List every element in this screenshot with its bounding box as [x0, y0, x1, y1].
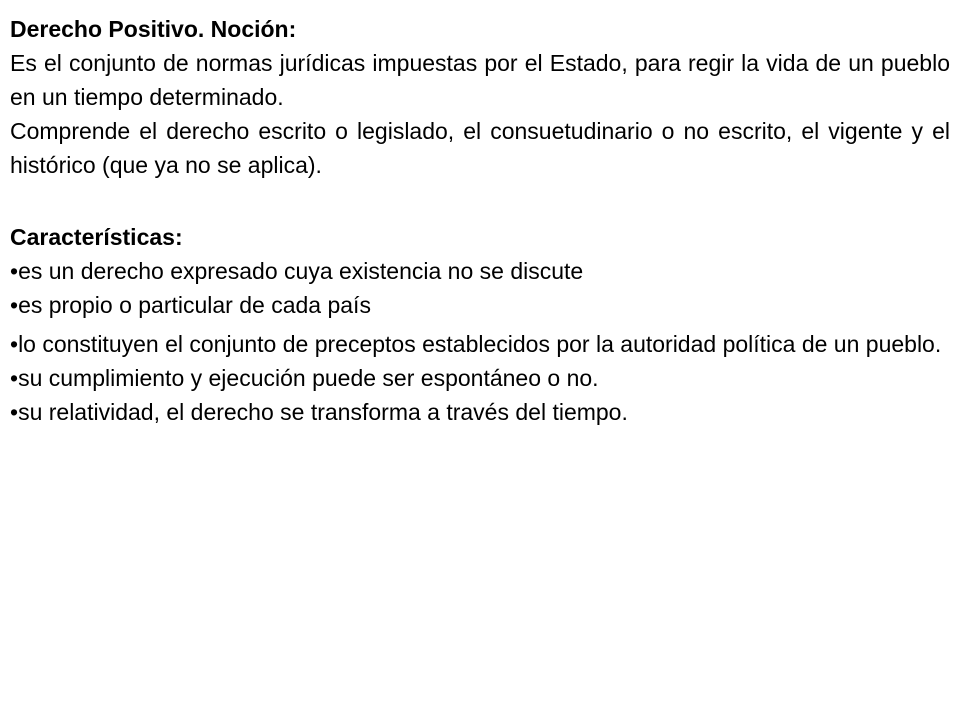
- bullet-text: su cumplimiento y ejecución puede ser espontáneo o no.: [18, 365, 599, 391]
- bullet-icon: •: [10, 399, 19, 425]
- bullet-text: es un derecho expresado cuya existencia no se discute: [18, 258, 584, 284]
- definition-paragraph: Es el conjunto de normas jurídicas impuestas por el Estado, para regir la vida de un pueblo en un tiempo determinado.: [10, 50, 950, 110]
- slide-content: [10, 12, 950, 429]
- features-title: Características:: [10, 224, 183, 250]
- slide-title: Derecho Positivo. Noción:: [10, 16, 297, 42]
- bullet-icon: •: [10, 292, 19, 318]
- scope-paragraph: Comprende el derecho escrito o legislado, el consuetudinario o no escrito, el vigente y el histórico (que ya no se aplica).: [10, 118, 950, 178]
- bullet-text: es propio o particular de cada país: [18, 292, 371, 318]
- bullet-text: su relatividad, el derecho se transforma a través del tiempo.: [18, 399, 628, 425]
- list-item: [10, 361, 950, 395]
- bullet-icon: •: [10, 258, 19, 284]
- bullet-text: lo constituyen el conjunto de preceptos establecidos por la autoridad política de un pueblo.: [18, 331, 942, 357]
- features-list: [10, 254, 950, 429]
- list-item: [10, 327, 950, 361]
- list-item: [10, 395, 950, 429]
- section-spacer: [10, 182, 950, 220]
- list-item: [10, 254, 950, 288]
- bullet-icon: •: [10, 365, 19, 391]
- bullet-icon: •: [10, 331, 19, 357]
- list-item: [10, 288, 950, 322]
